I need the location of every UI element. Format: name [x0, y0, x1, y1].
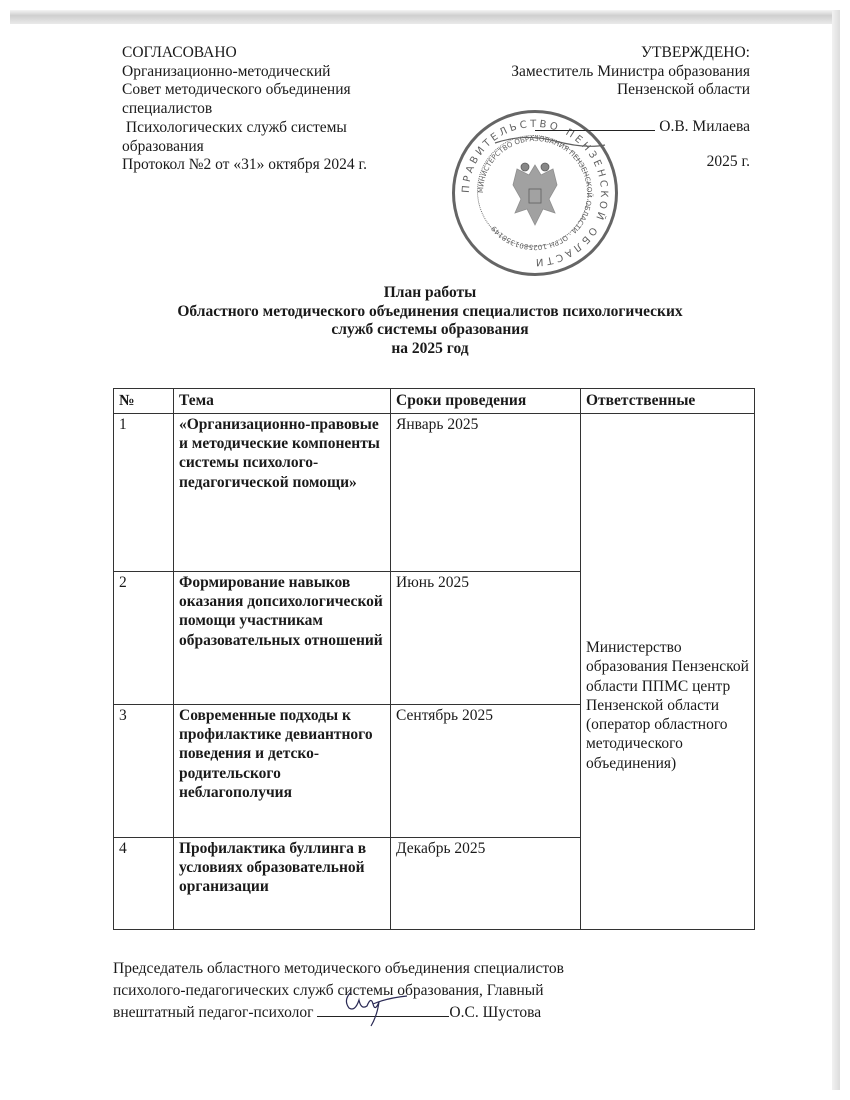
row-topic: «Организационно-правовые и методические компоненты системы психолого-педагогической помощи»	[174, 414, 391, 572]
coat-of-arms-icon	[455, 113, 615, 273]
plan-table	[113, 388, 755, 930]
title-line: План работы	[383, 284, 477, 301]
table-header-row	[114, 389, 755, 414]
row-date: Июнь 2025	[391, 572, 581, 705]
footer-line: Председатель областного методического объединения специалистов	[113, 960, 564, 977]
svg-text:ПРАВИТЕЛЬСТВО ПЕНЗЕНСКОЙ ОБЛАС: ПРАВИТЕЛЬСТВО ПЕНЗЕНСКОЙ ОБЛАСТИ	[460, 118, 610, 268]
approved-heading: УТВЕРЖДЕНО:	[641, 44, 750, 61]
row-number: 1	[114, 414, 174, 572]
scan-edge-top	[10, 10, 838, 24]
responsible-cell: Министерство образования Пензенской области ППМС центр Пензенской области (оператор областного методического объединения)	[581, 414, 755, 930]
approved-date: 2025 г.	[706, 152, 750, 170]
row-number: 4	[114, 838, 174, 930]
footer-line: психолого-педагогических служб системы образования, Главный	[113, 982, 544, 999]
document-title	[100, 284, 760, 358]
footer-signature-row	[113, 1002, 713, 1024]
approved-region: Пензенской области	[616, 81, 750, 99]
footer-signatory: О.С. Шустова	[449, 1004, 542, 1021]
svg-text:МИНИСТЕРСТВО ОБРАЗОВАНИЯ ПЕНЗЕ: МИНИСТЕРСТВО ОБРАЗОВАНИЯ ПЕНЗЕНСКОЙ ОБЛАСТИ · ОГРН 1025801358149	[476, 134, 594, 252]
agreed-line: Организационно-методический	[122, 62, 331, 80]
row-topic: Формирование навыков оказания допсихологической помощи участникам образовательных отношений	[174, 572, 391, 705]
approved-signatory: О.В. Милаева	[659, 118, 750, 136]
chair-signature-block	[113, 958, 713, 1024]
header-topic: Тема	[174, 389, 391, 414]
approved-position: Заместитель Министра образования	[511, 62, 750, 80]
agreed-line: специалистов	[122, 100, 213, 118]
row-topic: Современные подходы к профилактике девиантного поведения и детско-родительского неблагополучия	[174, 705, 391, 838]
header-dates: Сроки проведения	[391, 389, 581, 414]
row-date: Январь 2025	[391, 414, 581, 572]
row-number: 2	[114, 572, 174, 705]
row-date: Сентябрь 2025	[391, 705, 581, 838]
agreed-protocol: Протокол №2 от «31» октября 2024 г.	[122, 156, 367, 174]
title-line: Областного методического объединения специалистов психологических	[177, 302, 683, 320]
table-row	[114, 414, 755, 572]
row-topic: Профилактика буллинга в условиях образовательной организации	[174, 838, 391, 930]
scan-edge-right	[832, 10, 840, 1090]
signature-line	[317, 1002, 449, 1017]
agreed-line: Психологических служб системы	[122, 118, 347, 136]
footer-position: внештатный педагог-психолог	[113, 1004, 314, 1021]
handwritten-signature-icon	[337, 982, 417, 1030]
agreed-line: образования	[122, 137, 204, 155]
agreed-block	[122, 44, 442, 175]
official-stamp-icon	[452, 110, 618, 276]
row-date: Декабрь 2025	[391, 838, 581, 930]
header-responsible: Ответственные	[581, 389, 755, 414]
header-number: №	[114, 389, 174, 414]
agreed-line: Совет методического объединения	[122, 81, 351, 99]
title-line: на 2025 год	[391, 339, 469, 357]
agreed-heading: СОГЛАСОВАНО	[122, 44, 237, 61]
title-line: служб системы образования	[331, 321, 529, 338]
row-number: 3	[114, 705, 174, 838]
